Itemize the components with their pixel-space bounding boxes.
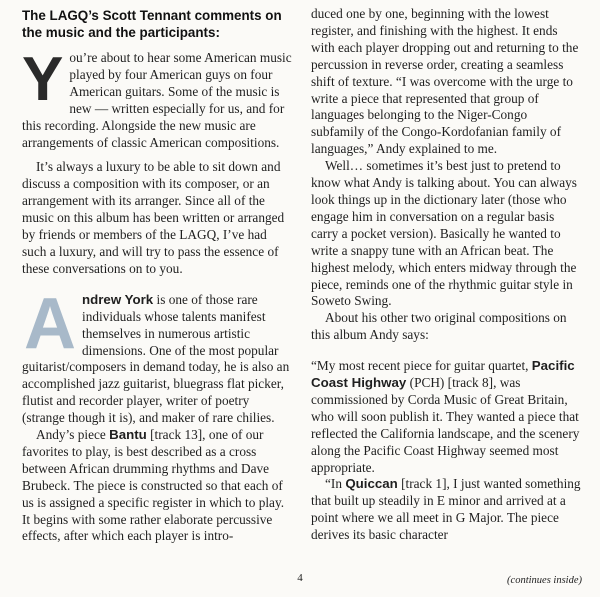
bantu-paragraph bbox=[22, 427, 292, 545]
quiccan-text: [track 1], I just wanted something that built up steadily in E minor and arrived at a point where we all meet in G Major. The piece derives its basic character bbox=[311, 476, 581, 543]
luxury-paragraph: It’s always a luxury to be able to sit down and discuss a composition with its composer, or an arrangement with its arranger. Since all of the music on this album has been written or arranged by friends or members of the LAGQ, I’ve had such a luxury, and will try to pass the essence of these conversations on to you. bbox=[22, 159, 285, 276]
intro-paragraph bbox=[22, 45, 292, 151]
continues-note: (continues inside) bbox=[507, 575, 582, 586]
pch-paragraph bbox=[311, 358, 583, 476]
page-number: 4 bbox=[297, 572, 303, 584]
well-paragraph: Well… sometimes it’s best just to pretend to know what Andy is talking about. You can always look things up in the dictionary later (those who engage him in conversation on a regular basis carry a pocket version). Basically he wanted to write a snappy tune with an African beat. The highest melody, which enters midway through the piece, reminds one of the rhythmic guitar style in Soweto Swing. bbox=[311, 158, 577, 309]
quiccan-title: Quiccan bbox=[345, 476, 398, 492]
drop-cap-a: A bbox=[24, 283, 76, 364]
left-column bbox=[22, 6, 292, 545]
section-heading: The LAGQ’s Scott Tennant comments on the music and the participants: bbox=[22, 8, 282, 40]
quiccan-intro: “In bbox=[325, 476, 346, 492]
pch-text: (PCH) [track 8], was commissioned by Corda Music of Great Britain, who will soon publish it. They wanted a piece that reflected the California landscape, and the scenery along the Pacific Coast Highway seemed most appropriate. bbox=[311, 375, 580, 475]
bantu-title: Bantu bbox=[109, 427, 147, 443]
quiccan-paragraph bbox=[311, 476, 583, 544]
bantu-intro: Andy’s piece bbox=[36, 427, 110, 443]
about-paragraph: About his other two original compositions on this album Andy says: bbox=[311, 310, 567, 343]
pch-intro: “My most recent piece for guitar quartet, bbox=[311, 358, 532, 374]
york-paragraph bbox=[22, 283, 292, 427]
york-text: is one of those rare individuals whose talents manifest themselves in numerous artistic dimensions. One of the most popular guitarist/composers in demand today, he is also an accomplished jazz guitarist, bluegrass flat picker, flutist and recorder player, writer of poetry (strange though it is), and maker of rare chilies. bbox=[22, 291, 290, 426]
continued-paragraph: duced one by one, beginning with the lowest register, and finishing with the highest. It ends with each player dropping out and returning to the percussion in reverse order, creating a seamless shift of texture. “I was overcome with the urge to write a piece that represented that group of languages belonging to the Niger-Congo subfamily of the Congo-Kordofanian family of languages,” Andy explained to me. bbox=[311, 6, 579, 157]
pch-title: Pacific Coast Highway bbox=[311, 358, 575, 391]
bantu-text: [track 13], one of our favorites to play, is best described as a cross between African drumming rhythms and Dave Brubeck. The piece is constructed so that each of us is assigned a specific register in which to play. It begins with some rather elaborate percussive effects, after which each player is intro- bbox=[22, 427, 285, 544]
intro-text: ou’re about to hear some American music played by four American guys on four American guitars. Some of the music is new — written especially for us, and for this recording. Alongside the new music are arrangements of classic American compositions. bbox=[22, 50, 292, 150]
right-column bbox=[311, 6, 583, 544]
york-name: ndrew York bbox=[82, 291, 154, 307]
drop-cap-y: Y bbox=[22, 45, 64, 114]
